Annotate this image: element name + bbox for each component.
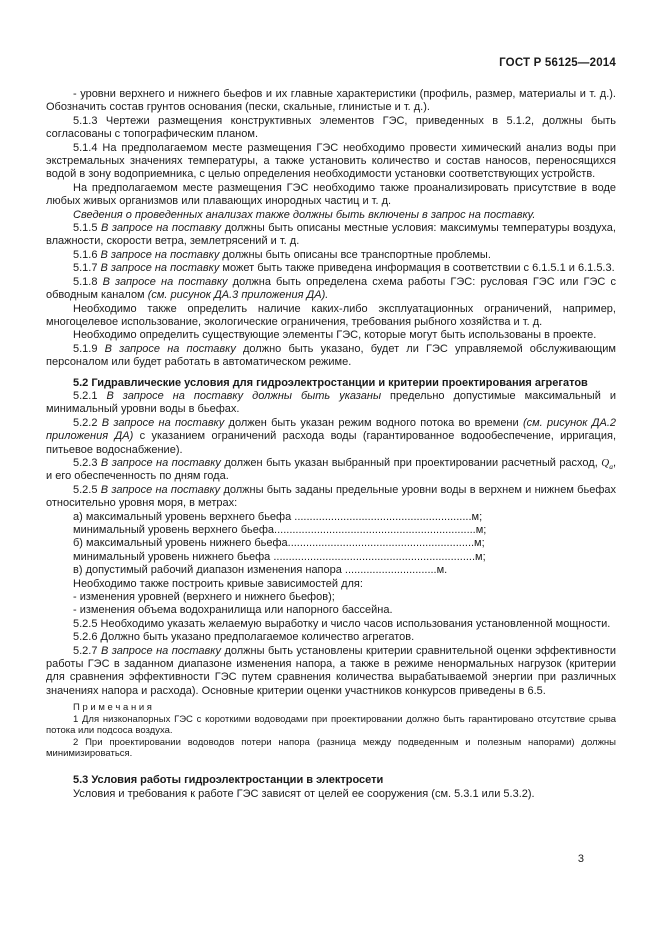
text-run: с указанием ограничений расхода воды (гарантированное водообеспечение, ирригация, питьевое водоснабжение). [46,430,616,456]
text-run: Необходимо также определить наличие каких-либо эксплуатационных ограничений, например, многоцелевое использование, экологические ограничения, требования рыбного хозяйства и т. д. [46,302,616,328]
text-run: минимальный уровень верхнего бьефа..................................................................м; [73,524,487,536]
text-run: 1 Для низконапорных ГЭС с короткими водоводами при проектировании должно быть гарантировано отсутствие срыва потока или подсоса воздуха. [46,713,616,737]
paragraph [46,262,616,275]
paragraph [46,276,616,303]
list-line [46,591,616,604]
text-run: Необходимо определить существующие элементы ГЭС, которые могут быть использованы в проекте. [73,329,597,342]
text-run: должны быть заданы предельные уровни воды в верхнем и нижнем бьефах относительно уровня моря, в метрах: [46,483,616,510]
text-run: 5.2.3 [73,456,101,469]
text-run: В запросе на поставку [100,456,221,469]
section-heading [46,377,616,390]
paragraph [46,618,616,631]
paragraph [46,209,616,222]
text-run: П р и м е ч а н и я [73,702,152,714]
text-run: 5.1.3 Чертежи размещения конструктивных элементов ГЭС, приведенных в 5.1.2, должны быть согласованы с топографическим планом. [46,114,616,141]
paragraph [46,115,616,142]
text-run: 2 При проектировании водоводов потери напора (разница между подведенным и полезным напорами) должны минимизироваться. [46,736,616,759]
text-run: - уровни верхнего и нижнего бьефов и их главные характеристики (профиль, размер, материалы и т. д.). Обозначить состав грунтов основания (пески, скальные, глинистые и т. д.). [46,88,616,114]
list-line [46,604,616,617]
document-body [46,88,616,801]
notes-header [46,702,616,713]
text-run: должны быть установлены критерии сравнительной оценки эффективности работы ГЭС в заданном диапазоне изменения напора, а также в режиме ненормальных нагрузок (критерии для сравнения эффективности ГЭС путем сравнения количества вырабатываемой энергии при различных значениях напора и расхода). Основные критерии оценки участников конкурсов приведены в 6.5. [46,644,616,697]
text-run: 5.2.2 [73,416,102,429]
text-run: Сведения о проведенных анализах также должны быть включены в запрос на поставку. [73,208,536,221]
text-run: Необходимо также построить кривые зависимостей для: [73,577,363,590]
text-run: 5.2.1 [73,389,107,402]
paragraph [46,484,616,511]
text-run: На предполагаемом месте размещения ГЭС необходимо также проанализировать присутствие в воде любых живых организмов или плавающих инородных частиц и т. д. [46,181,616,208]
text-run: должны быть описаны местные условия: максимумы температуры воздуха, влажности, скорости ветра, землетрясений и т. д. [46,222,616,248]
text-run: - изменения уровней (верхнего и нижнего бьефов); [73,591,335,604]
text-run: В запросе на поставку [100,248,220,261]
text-run: Q [601,456,610,469]
text-run: а) максимальный уровень верхнего бьефа ..........................................................м; [73,510,483,523]
list-line [46,564,616,577]
paragraph [46,222,616,249]
paragraph [46,343,616,370]
page-number: 3 [577,853,584,865]
text-run: В запросе на поставку [102,275,228,288]
text-run: В запросе на поставку должны быть указаны [106,389,382,402]
text-run: предельно допустимые максимальный и минимальный уровни воды в бьефах. [46,389,616,416]
text-run: должно быть указано, будет ли ГЭС управляемой обслуживающим персоналом или будет работать в автоматическом режиме. [46,342,616,369]
text-run: В запросе на поставку [100,222,222,235]
text-run: 5.2.6 Должно быть указано предполагаемое количество агрегатов. [73,631,415,644]
paragraph [46,329,616,342]
list-line [46,524,616,537]
text-run: должны быть описаны все транспортные проблемы. [219,248,491,261]
list-line [46,537,616,550]
text-run: 5.1.5 [73,222,101,235]
text-run: Условия и требования к работе ГЭС зависят от целей ее сооружения (см. 5.3.1 или 5.3.2). [73,787,535,800]
text-run: 5.1.4 На предполагаемом месте размещения ГЭС необходимо провести химический анализ воды при экстремальных значениях температуры, а также установить количество и состав наносов, переносящихся водой в зону водоприемника, с целью определения необходимости установки соответствующих устройств. [46,141,616,181]
text-run: в) допустимый рабочий диапазон изменения напора ..............................м. [73,564,448,577]
list-line [46,551,616,564]
text-run: б) максимальный уровень нижнего бьефа.............................................................м; [73,537,485,550]
paragraph [46,390,616,417]
text-run: минимальный уровень нижнего бьефа ..................................................................м; [73,550,486,563]
paragraph [46,249,616,262]
paragraph [46,417,616,457]
list-line [46,511,616,524]
list-line [46,578,616,591]
text-run: должен быть указан выбранный при проектировании расчетный расход, [220,456,602,469]
text-run: В запросе на поставку [100,644,221,657]
text-run: 5.2.7 [73,644,101,657]
paragraph [46,142,616,182]
note [46,737,616,760]
text-run: , и его обеспеченность по дням года. [46,456,616,483]
text-run: (см. рисунок ДА.3 приложения ДА). [147,289,329,302]
paragraph [46,788,616,801]
paragraph [46,457,616,484]
text-run: В запросе на поставку [101,416,225,429]
text-run: 5.3 Условия работы гидроэлектростанции в электросети [73,774,384,787]
section-heading [46,774,616,787]
text-run: 5.1.8 [73,275,103,288]
text-run: 5.2 Гидравлические условия для гидроэлектростанции и критерии проектирования агрегатов [73,376,588,389]
text-run: В запросе на поставку [104,342,236,355]
text-run: 5.1.9 [73,342,105,355]
note [46,714,616,737]
text-run: 5.2.5 [73,483,101,496]
text-run: может быть также приведена информация в соответствии с 6.1.5.1 и 6.1.5.3. [219,262,615,275]
text-run: должна быть определена схема работы ГЭС: русловая ГЭС или ГЭС с обводным каналом [46,275,616,302]
paragraph [46,88,616,115]
text-run: должен быть указан режим водного потока во времени [224,416,523,429]
paragraph [46,182,616,209]
text-run: (см. рисунок ДА.2 приложения ДА) [46,416,616,443]
paragraph [46,645,616,699]
text-run: В запросе на поставку [100,483,221,496]
paragraph [46,303,616,330]
text-run: 5.2.5 Необходимо указать желаемую выработку и число часов использования установленной мощности. [73,617,611,630]
text-run: 5.1.6 [73,248,101,261]
text-run: а [609,462,613,472]
text-run: В запросе на поставку [100,262,220,275]
paragraph [46,631,616,644]
text-run: 5.1.7 [73,262,101,275]
text-run: - изменения объема водохранилища или напорного бассейна. [73,604,393,617]
standard-number-header: ГОСТ Р 56125—2014 [499,57,616,69]
